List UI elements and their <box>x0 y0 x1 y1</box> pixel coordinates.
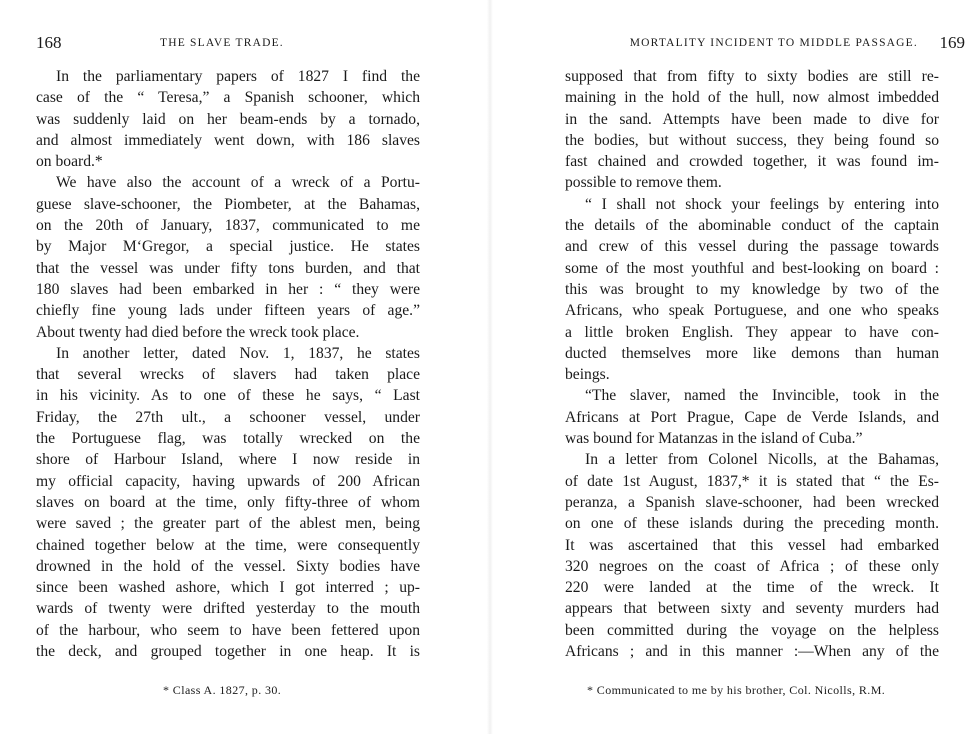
text-line: Africans ; and in this manner :—When any of the <box>565 643 939 661</box>
text-line: of date 1st August, 1837,* it is stated that “ the Es- <box>565 472 939 490</box>
text-line: my official capacity, having upwards of 200 African <box>36 472 420 490</box>
text-line: We have also the account of a wreck of a Portu- <box>56 174 420 192</box>
text-line: fast chained and crowded together, it was found im- <box>565 153 939 171</box>
text-line: 220 were landed at the time of the wreck. It <box>565 579 939 597</box>
text-line: possible to remove them. <box>565 174 722 192</box>
right-page-number: 169 <box>939 33 965 52</box>
text-line: shore of Harbour Island, where I now reside in <box>36 451 420 469</box>
text-line: was suddenly laid on her beam-ends by a tornado, <box>36 110 420 128</box>
text-line: the details of the abominable conduct of the captain <box>565 217 939 235</box>
text-line: and crew of this vessel during the passage towards <box>565 238 939 256</box>
text-line: chiefly fine young lads under fifteen years of age.” <box>36 302 420 320</box>
text-line: some of the most youthful and best-looking on board : <box>565 259 939 277</box>
left-page-number: 168 <box>36 33 62 52</box>
text-line: in his vicinity. As to one of these he says, “ Last <box>36 387 420 405</box>
text-line: been committed during the voyage on the helpless <box>565 621 939 639</box>
text-line: that several wrecks of slavers had taken place <box>36 366 420 384</box>
text-line: that the vessel was under fifty tons burden, and that <box>36 259 420 277</box>
left-page-header <box>36 33 420 53</box>
text-line: About twenty had died before the wreck took place. <box>36 323 360 341</box>
right-running-head: MORTALITY INCIDENT TO MIDDLE PASSAGE. <box>629 37 918 49</box>
text-line: “ I shall not shock your feelings by entering into <box>585 195 939 213</box>
text-line: It was ascertained that this vessel had embarked <box>565 536 939 554</box>
text-line: appears that between sixty and seventy murders had <box>565 600 939 618</box>
right-page-text <box>565 66 939 662</box>
text-line: supposed that from fifty to sixty bodies are still re- <box>565 68 939 85</box>
text-line: by Major M‘Gregor, a special justice. He states <box>36 238 420 256</box>
text-line: was bound for Matanzas in the island of Cuba.” <box>565 430 863 448</box>
text-line: on the 20th of January, 1837, communicated to me <box>36 217 420 235</box>
text-line: on board.* <box>36 153 103 171</box>
text-line: and almost immediately went down, with 186 slaves <box>36 131 420 149</box>
text-line: on one of these islands during the preceding month. <box>565 515 939 533</box>
text-line: of the harbour, who seem to have been fettered upon <box>36 621 420 639</box>
text-line: since been washed ashore, which I got interred ; up- <box>36 579 420 597</box>
text-line: maining in the hold of the hull, now almost imbedded <box>565 89 939 107</box>
text-line: peranza, a Spanish slave-schooner, had been wrecked <box>565 493 939 511</box>
text-line: wards of twenty were drifted yesterday to the mouth <box>36 600 420 618</box>
text-line: slaves on board at the time, only fifty-three of whom <box>36 493 420 511</box>
text-line: were saved ; the greater part of the ablest men, being <box>36 515 420 533</box>
text-line: ducted themselves more like demons than human <box>565 344 939 362</box>
text-line: “The slaver, named the Invincible, took in the <box>585 387 939 405</box>
text-line: in the sand. Attempts have been made to dive for <box>565 110 939 128</box>
text-line: the bodies, but without success, they being found so <box>565 131 939 149</box>
text-line: drowned in the hold of the vessel. Sixty bodies have <box>36 557 420 575</box>
right-footnote: * Communicated to me by his brother, Col. Nicolls, R.M. <box>587 683 886 697</box>
left-footnote: * Class A. 1827, p. 30. <box>163 683 282 697</box>
text-line: the deck, and grouped together in one heap. It is <box>36 643 420 661</box>
text-line: case of the “ Teresa,” a Spanish schooner, which <box>36 89 420 107</box>
text-line: chained together below at the time, were consequently <box>36 536 420 554</box>
text-line: Friday, the 27th ult., a schooner vessel, under <box>36 408 420 426</box>
text-line: the Portuguese flag, was totally wrecked on the <box>36 430 420 448</box>
text-line: guese slave-schooner, the Piombeter, at the Bahamas, <box>36 195 420 213</box>
right-page <box>490 0 980 734</box>
text-line: In the parliamentary papers of 1827 I find the <box>56 68 420 85</box>
text-line: 320 negroes on the coast of Africa ; of these only <box>565 557 939 575</box>
text-line: In another letter, dated Nov. 1, 1837, he states <box>56 344 420 362</box>
text-line: beings. <box>565 366 610 384</box>
text-line: a little broken English. They appear to have con- <box>565 323 939 341</box>
left-page-text <box>36 66 420 662</box>
left-running-head: THE SLAVE TRADE. <box>160 37 284 49</box>
text-line: this was brought to my knowledge by two of the <box>565 280 939 298</box>
text-line: 180 slaves had been embarked in her : “ they were <box>36 280 420 298</box>
text-line: Africans at Port Prague, Cape de Verde Islands, and <box>565 408 939 426</box>
text-line: Africans, who speak Portuguese, and one who speaks <box>565 302 939 320</box>
text-line: In a letter from Colonel Nicolls, at the Bahamas, <box>585 451 939 469</box>
right-page-header <box>565 33 965 53</box>
